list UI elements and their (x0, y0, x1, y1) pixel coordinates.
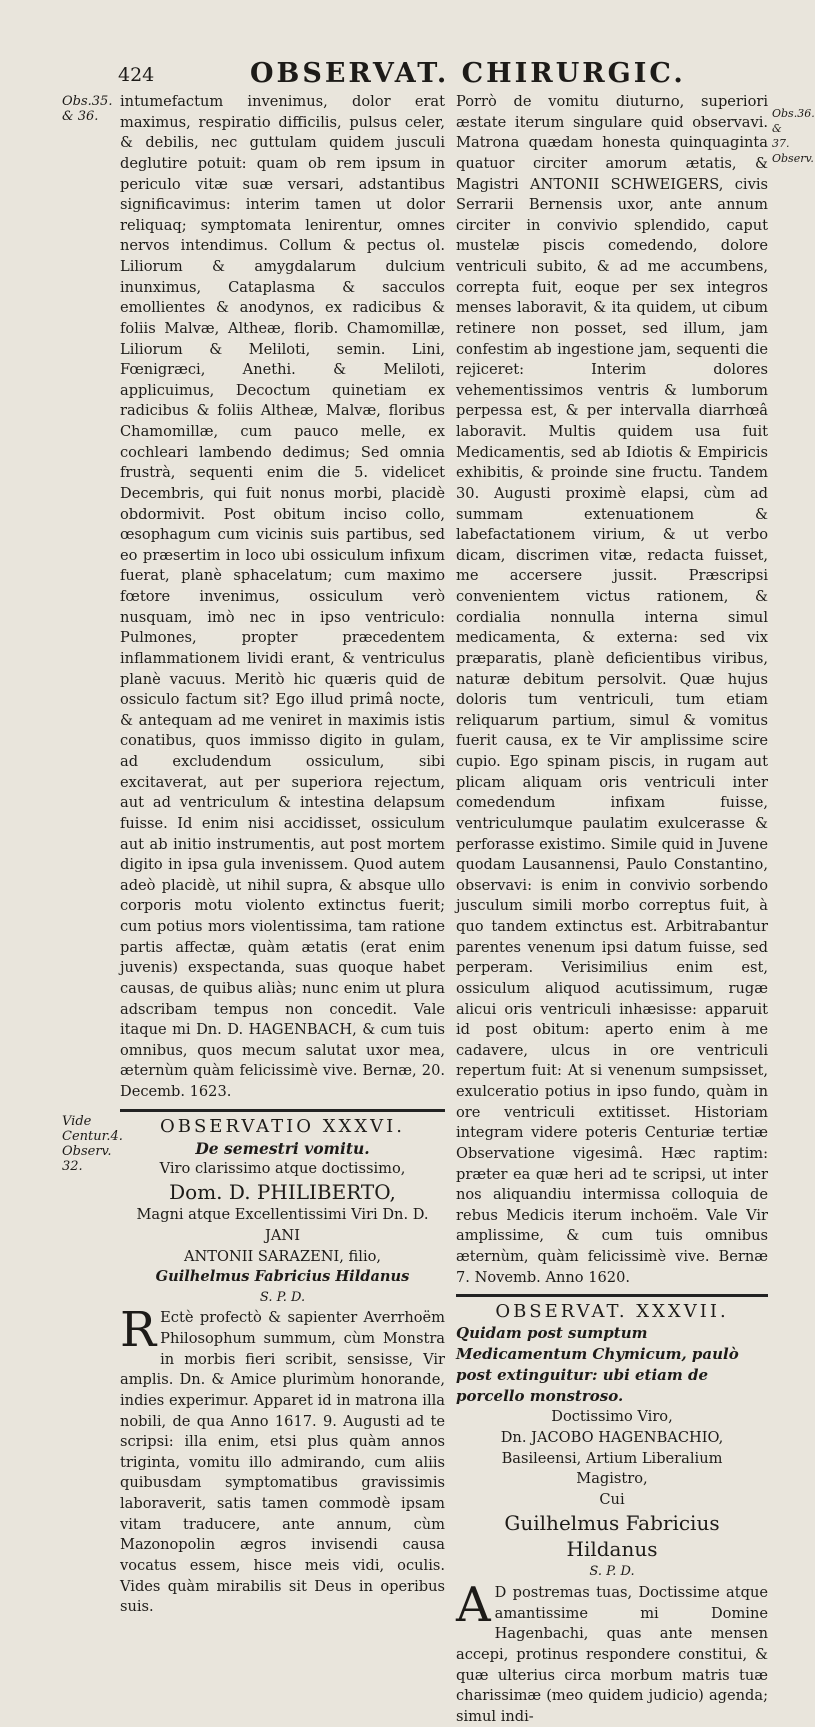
right-paragraph-1: Porrò de vomitu diuturno, superiori æstate iterum singulare quid observavi. Matrona quædam honesta quinquaginta quatuor circiter amorum ætatis, & Magistri ANTONII SCHWEIGERS, civis Serrarii Bernensis uxor, ante annum circiter in convivio splendido, caput mustelæ piscis comedendo, dolore ventriculi subito, & ad me accumbens, correpta fuit, eoque per sex integros menses laboravit, & ita quidem, ut cibum retinere non posset, sed illum, jam confestim ab ingestione jam, sequenti die rejiceret: Interim dolores vehementissimos ventris & lumborum perpessa est, & per intervalla diarrhœâ laboravit. Multis quidem usa fuit Medicamentis, sed ab Idiotis & Empiricis exhibitis, & proinde sine fructu. Tandem 30. Augusti proximè elapsi, cùm ad summam extenuationem & labefactationem virium, & ut verbo dicam, discrimen vitæ, redacta fuisset, me accersere jussit. Præscripsi convenientem victus rationem, & cordialia nonnulla interna simul medicamenta, & externa: sed vix præparatis, planè deficientibus viribus, naturæ debitum persolvit. Quæ hujus doloris tum ventriculi, tum etiam reliquarum partium, simul & vomitus fuerit causa, ex te Vir amplissime scire cupio. Ego spinam piscis, in rugam aut plicam aliquam oris ventriculi inter comedendum infixam fuisse, ventriculumque paulatim exulcerasse & perforasse existimo. Simile quid in Juvene quodam Lausannensi, Paulo Constantino, observavi: is enim in convivio sorbendo jusculum simili morbo correptus fuit, à quo tandem extinctus est. Arbitrabantur parentes venenum ipsi datum fuisse, sed perperam. Verisimilius enim est, ossiculum aliquod acutissimum, rugæ alicui oris ventriculi inhæsisse: apparuit id post obitum: aperto enim à me cadavere, ulcus in ore ventriculi repertum fuit: At si venenum sumpsisset, exulceratio potius in ipso fundo, quàm in ore ventriculi extitisset. Historiam integram videre poteris Centuriæ tertiæ Observatione vigesimâ. Hæc raptim: præter ea quæ heri ad te scripsi, ut inter nos aliquandiu intermissa colloquia de rebus Medicis iterum inchoëm. Vale Vir amplissime, & cum tuis omnibus æternùm, quàm felicissimè vive. Bernæ 7. Novemb. Anno 1620. (456, 93, 768, 1286)
margin-note-vide: Vide Centur.4. Observ. 32. (62, 1114, 123, 1174)
section-rule-right (456, 1294, 768, 1297)
author-line: Guilhelmus Fabricius Hildanus (155, 1268, 410, 1286)
dedication-r-line-4: Magistro, (576, 1470, 648, 1488)
page-header (0, 58, 800, 92)
dedication-line-2: Dom. D. PHILIBERTO, (169, 1180, 396, 1205)
salutation-right: S. P. D. (589, 1564, 635, 1580)
left-paragraph-2-text: Ectè profectò & sapienter Averrhoëm Philosophum summum, cùm Monstra in morbis fieri scribit, sensisse, Vir amplis. Dn. & Amice plurimùm honorande, indies experimur. Apparet id in matrona illa nobili, de qua Anno 1617. 9. Augusti ad te scripsi: illa enim, etsi plus quàm annos triginta, vomitu illo admirando, cum aliis quibusdam symptomatibus gravissimis laboraverit, satis tamen commodè ipsam vitam traducere, ante annum, cùm Mazonopolin ægros invisendi causa vocatus essem, hisce meis vidi, oculis. Vides quàm mirabilis sit Deus in operibus suis. (120, 1309, 445, 1616)
dedication-line-1: Viro clarissimo atque doctissimo, (159, 1159, 406, 1177)
dedication-line-4: ANTONII SARAZENI, filio, (183, 1247, 382, 1265)
dedication-r-line-3: Basileensi, Artium Liberalium (501, 1449, 723, 1467)
author-line-right: Guilhelmus Fabricius Hildanus (504, 1511, 720, 1562)
left-paragraph-1: intumefactum invenimus, dolor erat maximus, respiratio difficilis, pulsus celer, & debilis, nec guttulam quidem jusculi deglutire potuit: quam ob rem ipsum in periculo vitæ suæ versari, adstantibus significavimus: interim tamen ut dolor reliquaq; symptomata lenirentur, omnes nervos intendimus. Collum & pectus ol. Liliorum & amygdalarum dulcium inunximus, Cataplasma & sacculos emollientes & anodynos, ex radicibus & foliis Malvæ, Altheæ, florib. Chamomillæ, Liliorum & Meliloti, semin. Lini, Fœnigræci, Anethi. & Meliloti, applicuimus, Decoctum quinetiam ex radicibus & foliis Altheæ, Malvæ, floribus Chamomillæ, cum pauco melle, ex cochleari lambendo dedimus; Sed omnia frustrà, sequenti enim die 5. videlicet Decembris, qui fuit nonus morbi, placidè obdormivit. Post obitum inciso collo, œsophagum cum vicinis suis partibus, sed eo præsertim in loco ubi ossiculum infixum fuerat, planè sphacelatum; cum maximo fœtore invenimus, ossiculum verò nusquam, imò nec in ipso ventriculo: Pulmones, propter præcedentem inflammationem lividi erant, & ventriculus planè vacuus. Meritò hic quæris quid de ossiculo factum sit? Ego illud primâ nocte, & antequam ad me veniret in maximis istis conatibus, quos immisso digito in gulam, ad excludendum ossiculum, sibi excitaverat, aut per superiora rejectum, aut ad ventriculum & intestina delapsum fuisse. Id enim nisi accidisset, ossiculum aut ab initio instrumentis, aut post mortem digito in ipsa gula invenissem. Quod autem adeò placidè, ut nihil supra, & absque ullo corporis motu violento extinctus fuerit; cum potius mors violentissima, tam ratione partis affectæ, quàm ætatis (erat enim juvenis) exspectanda, suas quoque habet causas, de quibus aliàs; nunc enim ut plura adscribam tempus non concedit. Vale itaque mi Dn. D. HAGENBACH, & cum tuis omnibus, quos mecum salutat uxor mea, æternùm quàm felicissimè vive. Bernæ, 20. Decemb. 1623. (120, 93, 445, 1100)
salutation: S. P. D. (259, 1289, 306, 1305)
section-rule-left (120, 1109, 445, 1112)
observation-36-title: OBSERVATIO XXXVI. (159, 1115, 406, 1137)
dedication-r-line-1: Doctissimo Viro, (551, 1408, 673, 1426)
margin-note-right-top: Obs.36. & 37. Observ. (772, 107, 815, 165)
dedication-r-line-2: Dn. JACOBO HAGENBACHIO, (500, 1428, 724, 1446)
left-paragraph-2 (120, 1302, 445, 1617)
page-number: 424 (118, 64, 155, 86)
left-column (120, 92, 445, 1618)
observation-36-subtitle: De semestri vomitu. (195, 1138, 370, 1158)
running-title: OBSERVAT. CHIRURGIC. (250, 58, 686, 89)
dedication-line-3: Magni atque Excellentissimi Viri Dn. D. JANI (136, 1206, 429, 1244)
drop-cap-r: R (120, 1302, 157, 1359)
observation-37-title: OBSERVAT. XXXVII. (495, 1301, 729, 1323)
margin-note-left-top: Obs.35. & 36. (62, 94, 113, 124)
dedication-r-line-5: Cui (599, 1490, 625, 1508)
right-column (456, 92, 768, 1727)
right-paragraph-2 (456, 1577, 768, 1727)
right-paragraph-2-text: D postremas tuas, Doctissime atque amantissime mi Domine Hagenbachi, quas ante mensen accepi, protinus respondere constitui, & quæ ulterius circa morbum matris tuæ charissimæ (meo quidem judicio) agenda; simul indi- (456, 1584, 768, 1725)
drop-cap-a: A (456, 1577, 491, 1633)
observation-37-subtitle: Quidam post sumptum Medicamentum Chymicum, paulò post extinguitur: ubi etiam de porcello monstroso. (456, 1324, 739, 1406)
